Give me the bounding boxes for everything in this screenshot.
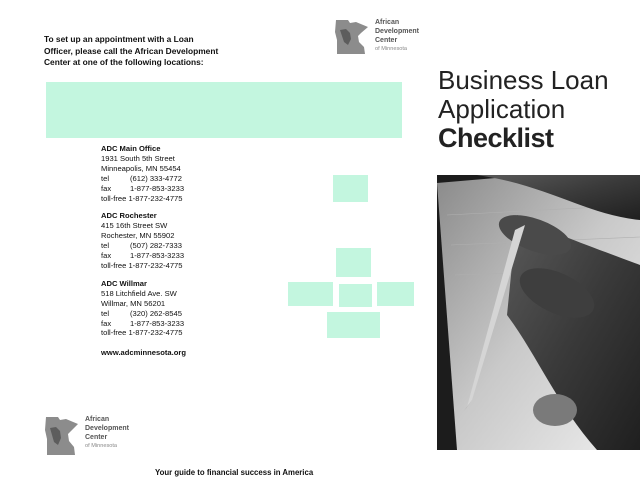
page-title [438, 66, 609, 153]
tollfree-number: 1-877-232-4775 [128, 328, 183, 338]
logo-line-3: Center [85, 434, 108, 441]
title-line-2: Application [438, 94, 566, 124]
fax-label: fax [101, 251, 112, 261]
office-address-2: Willmar, MN 56201 [101, 298, 166, 308]
decorative-tile [377, 282, 414, 306]
green-band [46, 82, 402, 138]
office-address-1: 415 16th Street SW [101, 221, 168, 231]
decorative-tile [288, 282, 333, 306]
office-address-1: 518 Litchfield Ave. SW [101, 288, 177, 298]
minnesota-map-icon [44, 415, 80, 457]
tollfree-label: toll-free [101, 193, 127, 203]
tel-number: (320) 262-8545 [130, 308, 182, 318]
adc-logo-top [334, 18, 419, 56]
logo-line-3: Center [375, 37, 398, 44]
fax-number: 1-877-853-3233 [130, 318, 185, 328]
logo-line-1: African [375, 19, 400, 26]
logo-line-4: of Minnesota [375, 46, 408, 52]
office-willmar [101, 279, 281, 338]
decorative-tile [333, 175, 368, 202]
logo-line-2: Development [85, 425, 129, 432]
fax-number: 1-877-853-3233 [130, 251, 185, 261]
office-list [101, 144, 281, 346]
office-rochester [101, 211, 281, 270]
tollfree-label: toll-free [101, 260, 127, 270]
fax-label: fax [101, 183, 112, 193]
title-line-1: Business Loan [438, 65, 609, 95]
website-link[interactable]: www.adcminnesota.org [101, 348, 186, 357]
tollfree-label: toll-free [101, 328, 127, 338]
decorative-tile [339, 284, 372, 307]
decorative-tile [336, 248, 371, 277]
tel-number: (612) 333-4772 [130, 173, 182, 183]
office-main [101, 144, 281, 203]
tel-number: (507) 282-7333 [130, 241, 182, 251]
logo-line-2: Development [375, 28, 419, 35]
office-address-2: Minneapolis, MN 55454 [101, 163, 181, 173]
adc-logo-bottom [44, 415, 129, 457]
fax-number: 1-877-853-3233 [130, 183, 185, 193]
office-name: ADC Willmar [101, 278, 147, 288]
hand-writing-photo [437, 175, 640, 450]
title-line-3: Checklist [438, 123, 554, 153]
tel-label: tel [101, 308, 110, 318]
office-address-2: Rochester, MN 55902 [101, 231, 175, 241]
logo-line-1: African [85, 416, 110, 423]
tel-label: tel [101, 241, 110, 251]
logo-line-4: of Minnesota [85, 443, 118, 449]
fax-label: fax [101, 318, 112, 328]
office-name: ADC Main Office [101, 144, 161, 153]
minnesota-map-icon [334, 18, 370, 56]
tollfree-number: 1-877-232-4775 [128, 193, 183, 203]
office-address-1: 1931 South 5th Street [101, 153, 175, 163]
tagline: Your guide to financial success in America [155, 468, 314, 477]
tel-label: tel [101, 173, 110, 183]
tollfree-number: 1-877-232-4775 [128, 260, 183, 270]
decorative-tile [327, 312, 380, 338]
office-name: ADC Rochester [101, 211, 157, 221]
intro-text: To set up an appointment with a Loan Officer, please call the African Development Center at one of the following locations: [44, 34, 219, 67]
